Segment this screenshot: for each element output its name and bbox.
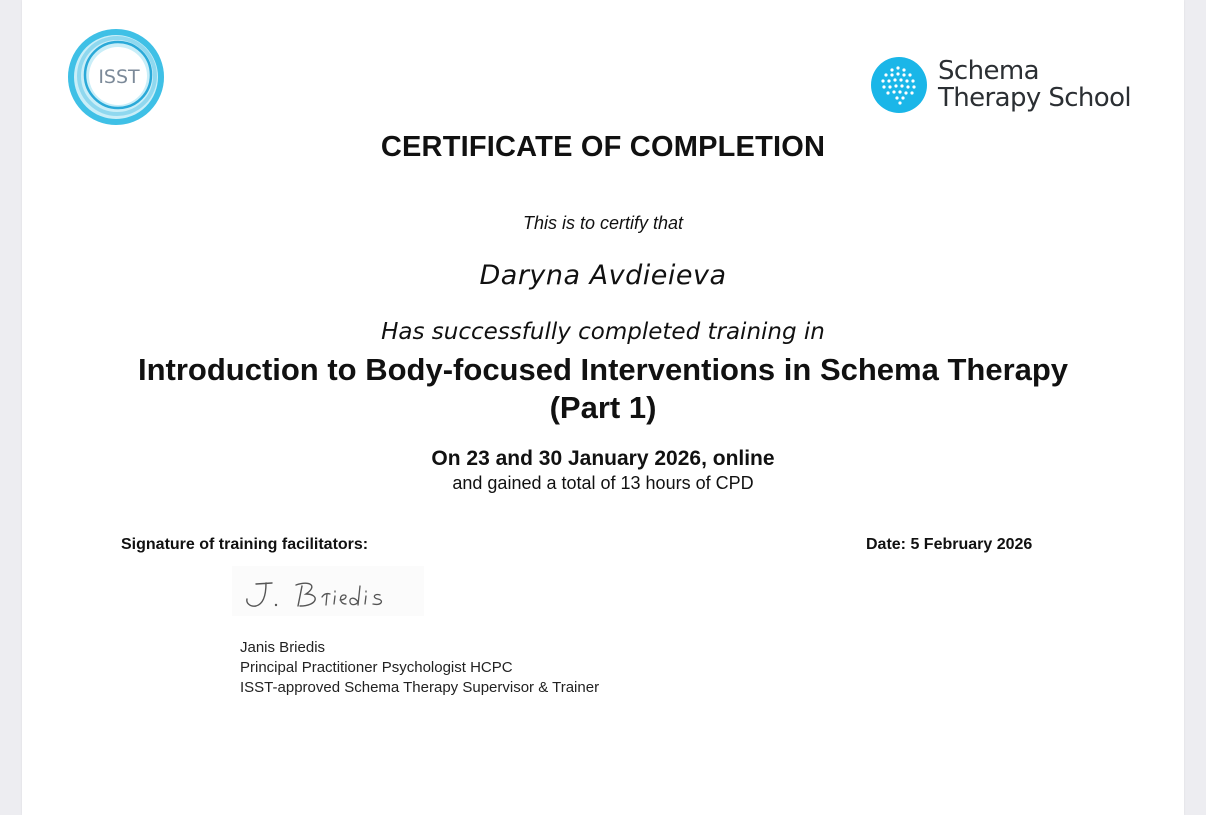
- course-title: [82, 351, 1124, 427]
- isst-ring-icon: [64, 25, 168, 129]
- signature-label: Signature of training facilitators:: [121, 536, 369, 553]
- completed-text: Has successfully completed training in: [381, 319, 825, 345]
- school-name: [938, 58, 1131, 112]
- training-dates: On 23 and 30 January 2026, online: [431, 447, 775, 470]
- issue-date: Date: 5 February 2026: [866, 536, 1033, 553]
- certificate-title: CERTIFICATE OF COMPLETION: [380, 131, 826, 163]
- certify-text: This is to certify that: [522, 213, 684, 233]
- isst-logo-text: ISST: [98, 66, 140, 88]
- handwritten-signature: [232, 566, 424, 616]
- certificate-page: [22, 0, 1184, 815]
- facilitator-name: Janis Briedis: [240, 639, 326, 656]
- school-name-line2: Therapy School: [938, 83, 1132, 113]
- recipient-name: Daryna Avdieieva: [479, 260, 727, 291]
- schema-therapy-school-logo: [870, 56, 1131, 114]
- facilitator-signature: [232, 566, 424, 616]
- school-name-line1: Schema: [938, 56, 1039, 86]
- cpd-hours: and gained a total of 13 hours of CPD: [452, 473, 754, 493]
- facilitator-details: [240, 638, 599, 698]
- facilitator-role-1: Principal Practitioner Psychologist HCPC: [240, 659, 513, 676]
- isst-logo: [64, 25, 168, 129]
- course-title-line2: (Part 1): [549, 390, 657, 425]
- facilitator-role-2: ISST-approved Schema Therapy Supervisor & Trainer: [240, 679, 600, 696]
- brain-dots-icon: [870, 56, 928, 114]
- course-title-line1: Introduction to Body-focused Interventions in Schema Therapy: [137, 352, 1069, 387]
